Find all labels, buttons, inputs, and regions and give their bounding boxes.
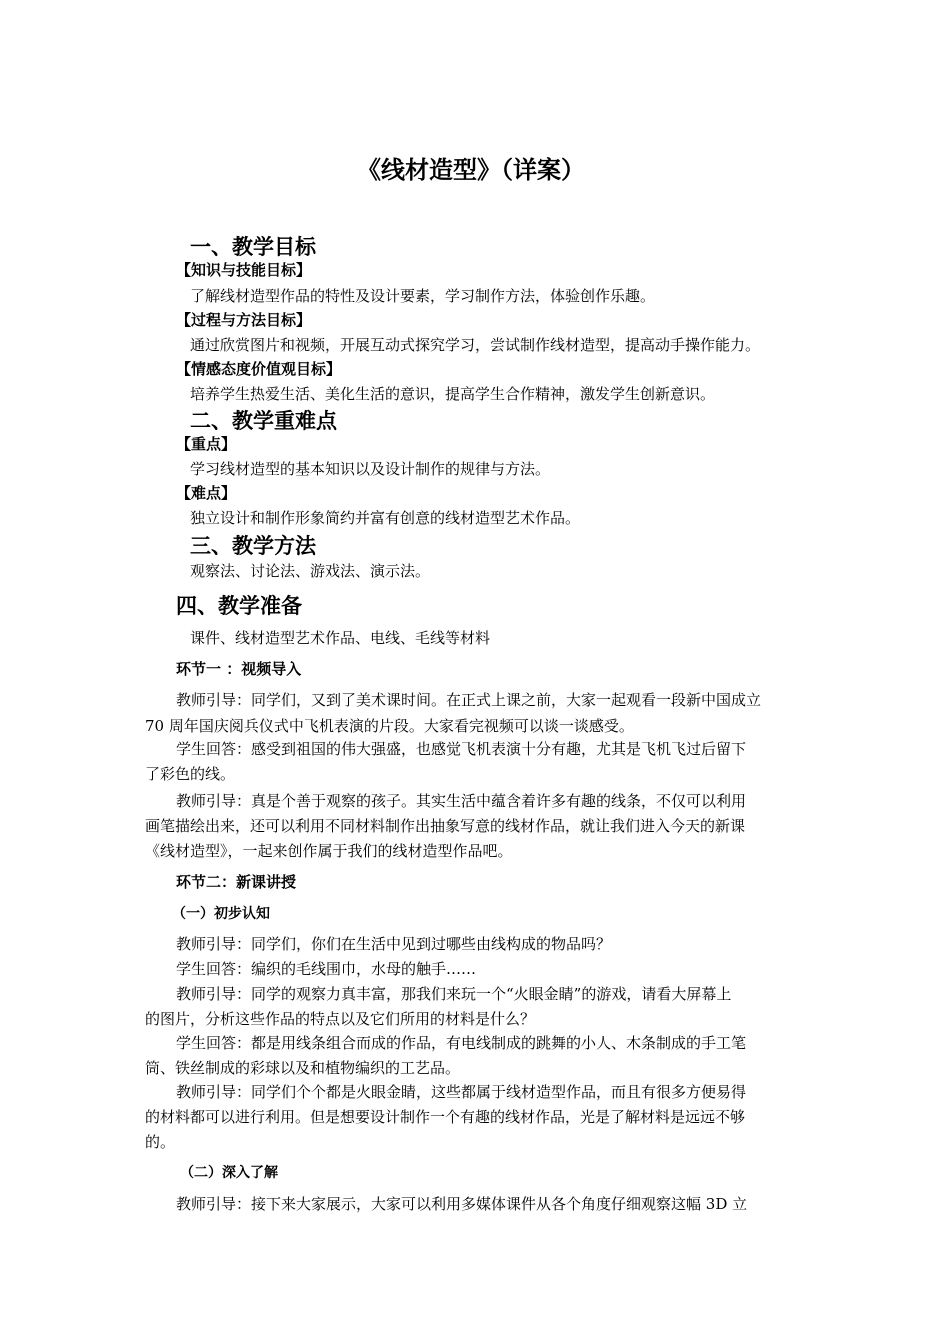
objectives-heading: 一、教学目标	[190, 234, 316, 259]
step2-heading: 环节二：新课讲授	[176, 873, 297, 891]
step1-p2-line1: 学生回答：感受到祖国的伟大强盛，也感觉飞机表演十分有趣，尤其是飞机飞过后留下	[176, 740, 747, 758]
step2-q2-line2: 的图片，分析这些作品的特点以及它们所用的材料是什么？	[145, 1010, 536, 1028]
emotion-text: 培养学生热爱生活、美化生活的意识，提高学生合作精神，激发学生创新意识。	[190, 385, 716, 403]
step1-p1-line2: 70 周年国庆阅兵仪式中飞机表演的片段。大家看完视频可以谈一谈感受。	[145, 717, 634, 735]
step2-q4: 教师引导：接下来大家展示，大家可以利用多媒体课件从各个角度仔细观察这幅 3D 立	[176, 1195, 748, 1213]
step1-heading: 环节一 ：视频导入	[176, 660, 302, 678]
step2-sub1: （一）初步认知	[172, 906, 270, 922]
preparation-text: 课件、线材造型艺术作品、电线、毛线等材料	[190, 629, 491, 647]
step1-p2-line2: 了彩色的线。	[145, 765, 236, 783]
step2-a1: 学生回答：编织的毛线围巾，水母的触手……	[176, 960, 477, 978]
step2-q3-line2: 的材料都可以进行利用。但是想要设计制作一个有趣的线材作品，光是了解材料是远远不够	[145, 1108, 746, 1126]
emotion-tag: 【情感态度价值观目标】	[176, 360, 342, 378]
step2-q3-line3: 的。	[145, 1133, 176, 1151]
methods-text: 观察法、讨论法、游戏法、演示法。	[190, 562, 431, 580]
step2-a2-line2: 筒、铁丝制成的彩球以及和植物编织的工艺品。	[145, 1059, 461, 1077]
step2-q1: 教师引导：同学们，你们在生活中见到过哪些由线构成的物品吗？	[176, 935, 612, 953]
process-text: 通过欣赏图片和视频，开展互动式探究学习，尝试制作线材造型，提高动手操作能力。	[190, 336, 761, 354]
step1-p3-line2: 画笔描绘出来，还可以利用不同材料制作出抽象写意的线材作品，就让我们进入今天的新课	[145, 817, 746, 835]
difficult-tag: 【难点】	[176, 484, 237, 502]
step2-a2-line1: 学生回答：都是用线条组合而成的作品，有电线制成的跳舞的小人、木条制成的手工笔	[176, 1034, 747, 1052]
step1-p3-line3: 《线材造型》，一起来创作属于我们的线材造型作品吧。	[145, 842, 513, 860]
knowledge-text: 了解线材造型作品的特性及设计要素，学习制作方法，体验创作乐趣。	[190, 287, 656, 305]
key-points-heading: 二、教学重难点	[190, 408, 337, 433]
step1-p3-line1: 教师引导：真是个善于观察的孩子。其实生活中蕴含着许多有趣的线条，不仅可以利用	[176, 792, 747, 810]
key-tag: 【重点】	[176, 435, 237, 453]
process-tag: 【过程与方法目标】	[176, 311, 312, 329]
difficult-text: 独立设计和制作形象简约并富有创意的线材造型艺术作品。	[190, 509, 581, 527]
document-title: 《线材造型》（详案）	[357, 155, 585, 184]
key-text: 学习线材造型的基本知识以及设计制作的规律与方法。	[190, 460, 551, 478]
knowledge-tag: 【知识与技能目标】	[176, 261, 312, 279]
methods-heading: 三、教学方法	[190, 533, 316, 558]
step1-p1-line1: 教师引导：同学们，又到了美术课时间。在正式上课之前，大家一起观看一段新中国成立	[176, 691, 762, 709]
preparation-heading: 四、教学准备	[176, 593, 302, 618]
step2-q2-line1: 教师引导：同学的观察力真丰富，那我们来玩一个“火眼金睛”的游戏，请看大屏幕上	[176, 985, 732, 1003]
step2-sub2: （二）深入了解	[180, 1165, 278, 1181]
step2-q3-line1: 教师引导：同学们个个都是火眼金睛，这些都属于线材造型作品，而且有很多方便易得	[176, 1083, 747, 1101]
